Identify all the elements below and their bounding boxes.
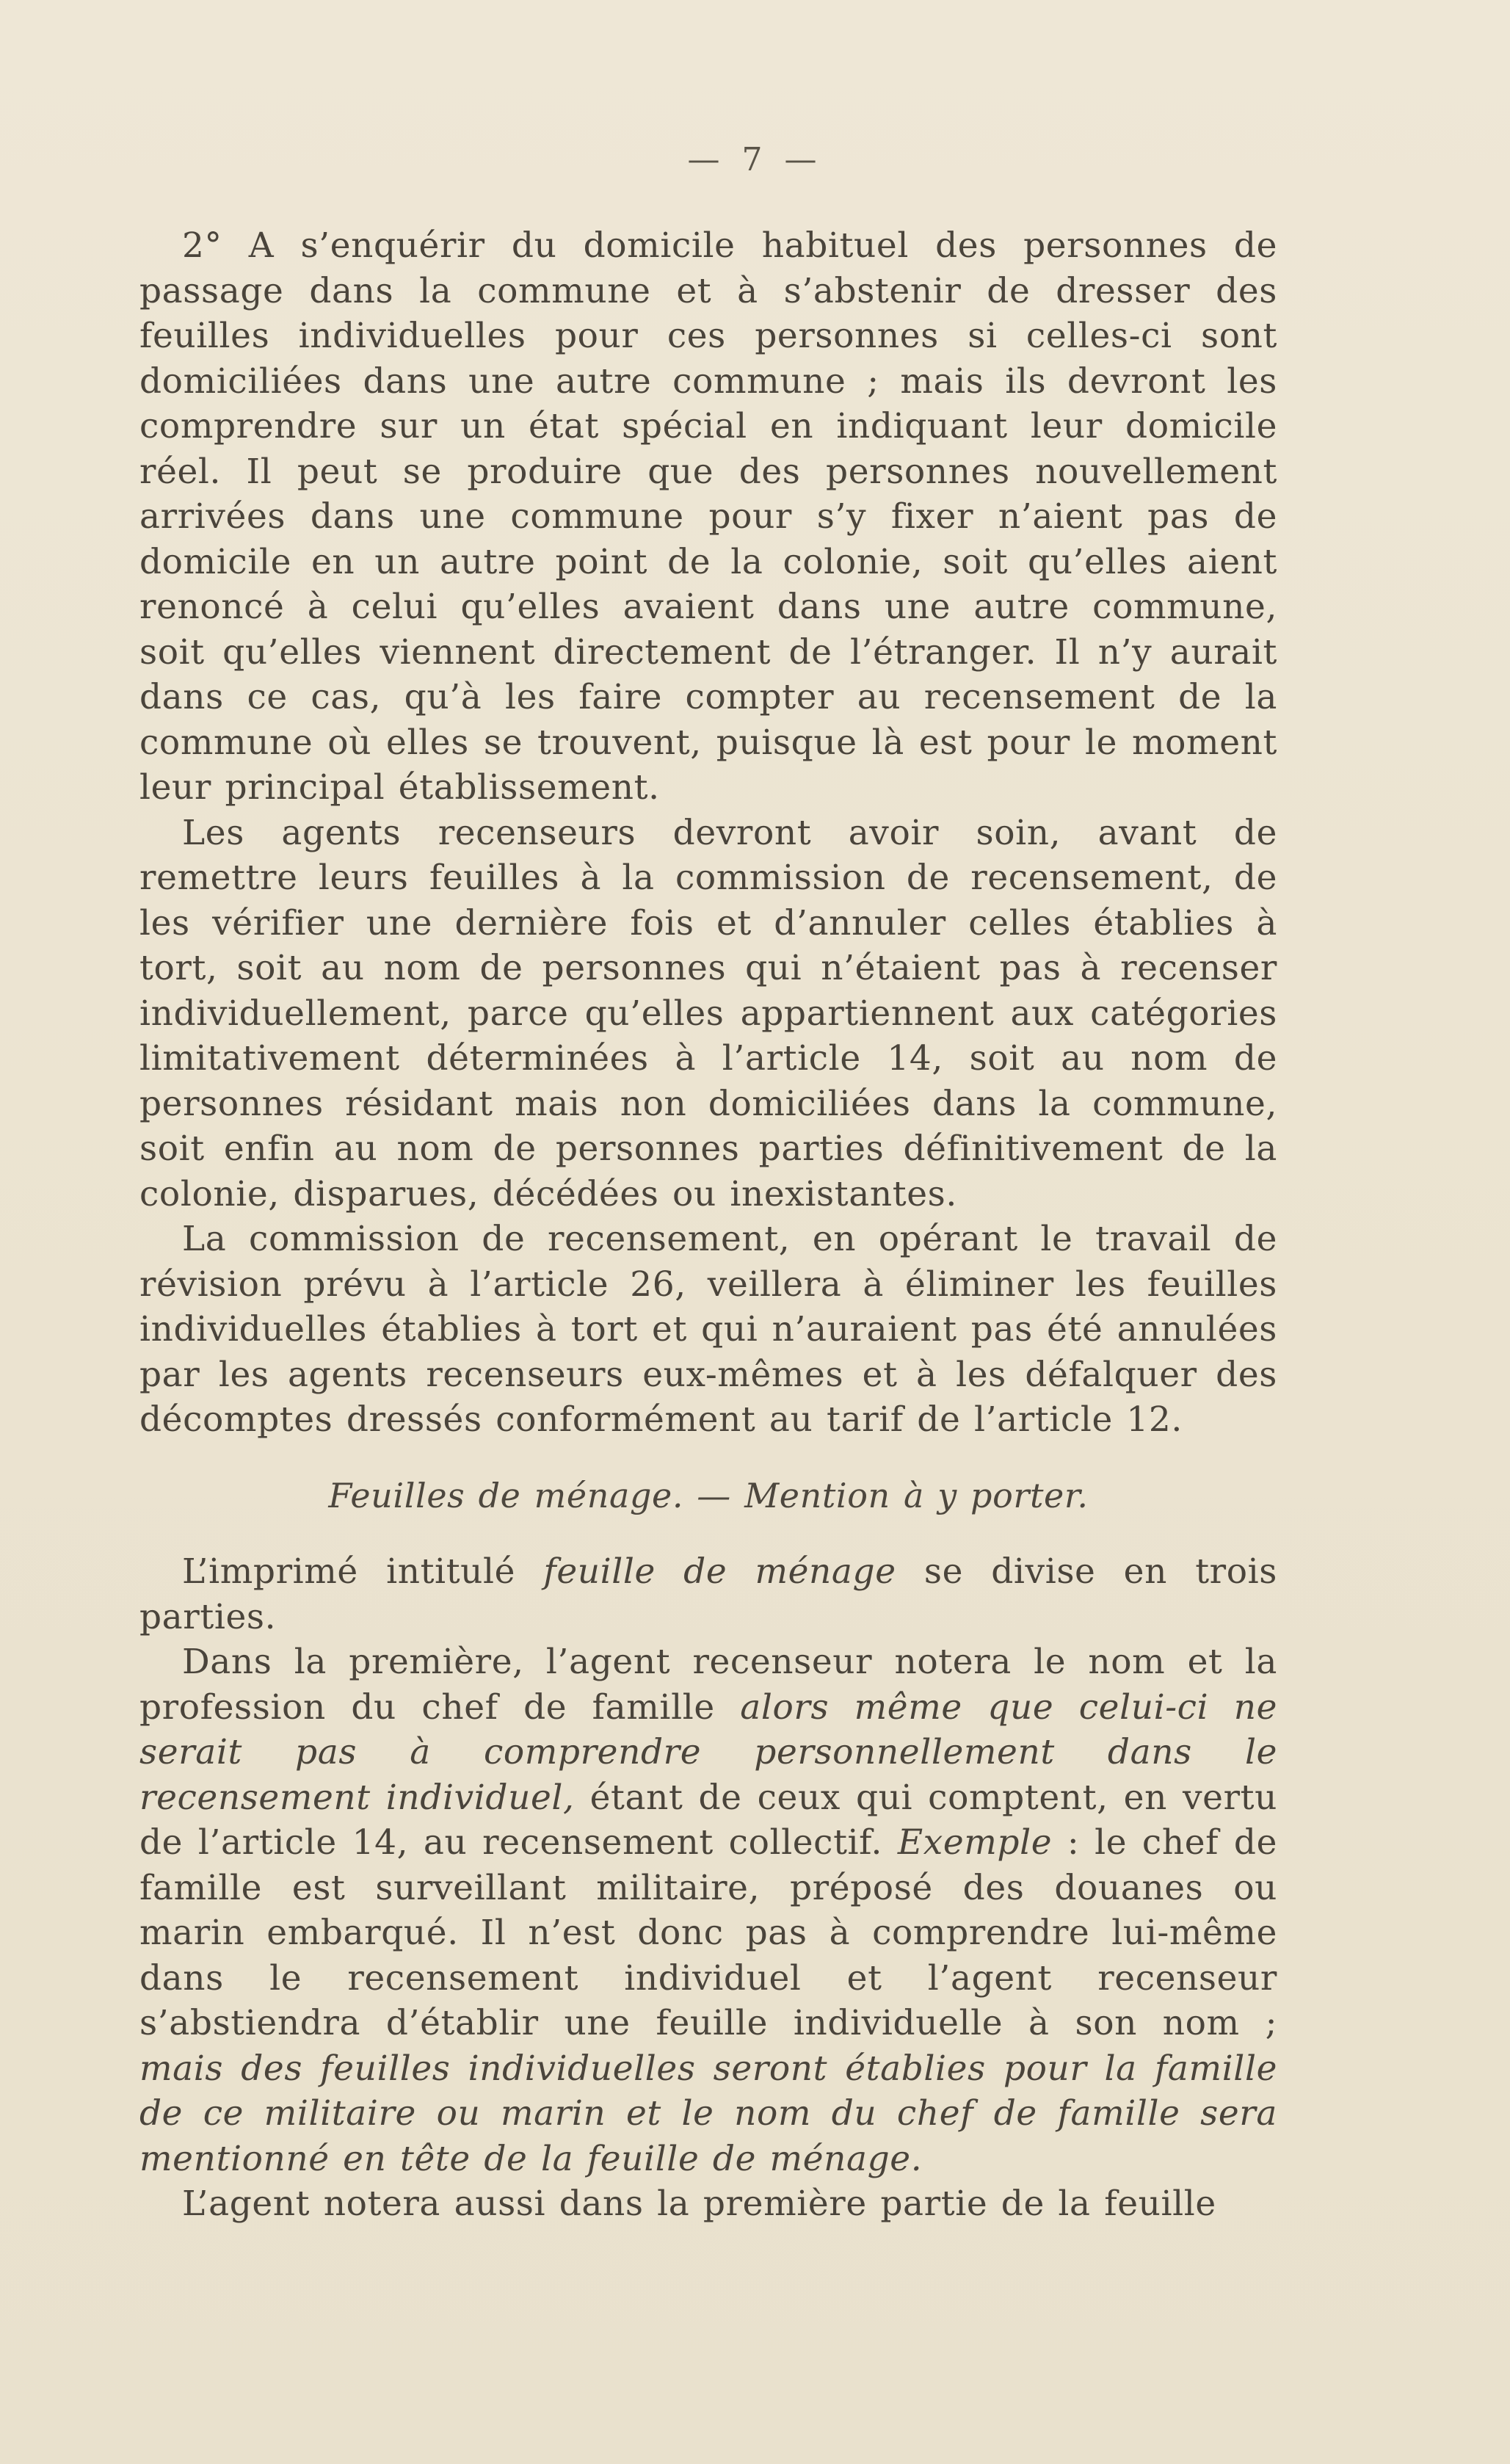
paragraph-premiere-text-a: Dans la première, l’agent recenseur notera le nom et la profession du chef de famille xyxy=(139,1642,1277,1728)
paragraph-premiere-partie xyxy=(139,1639,1277,2181)
paragraph-premiere-text-c: étant de ceux qui comptent, en vertu de l’article 14, au recensement collectif. xyxy=(139,1777,1277,1863)
page-number: — 7 — xyxy=(687,141,823,178)
paragraph-premiere-italic-f: mais des feuilles individuelles seront établies pour la famille de ce militaire ou marin et le nom du chef de famille sera mentionné en tête de la feuille de ménage. xyxy=(139,2048,1277,2179)
paragraph-premiere-italic-d: Exemple xyxy=(897,1822,1053,1863)
paragraph-imprime xyxy=(139,1549,1277,1639)
paragraph-imprime-text-c: se divise en trois parties. xyxy=(139,1551,1277,1637)
paragraph-domicile: 2° A s’enquérir du domicile habituel des personnes de passage dans la commune et à s’abstenir de dresser des feuilles individuelles pour ces personnes si celles-ci sont domiciliées dans une autre commune ; mais ils devront les comprendre sur un état spécial en indiquant leur domicile réel. Il peut se produire que des personnes nouvellement arrivées dans une commune pour s’y fixer n’aient pas de domicile en un autre point de la colonie, soit qu’elles aient renoncé à celui qu’elles avaient dans une autre commune, soit qu’elles viennent directement de l’étranger. Il n’y aurait dans ce cas, qu’à les faire compter au recensement de la commune où elles se trouvent, puisque là est pour le moment leur principal établissement. xyxy=(139,225,1277,808)
paragraph-imprime-text-a: L’imprimé intitulé xyxy=(182,1551,544,1592)
paragraph-premiere-text-e: : le chef de famille est surveillant militaire, préposé des douanes ou marin embarqué. Il n’est donc pas à comprendre lui-même dans le recensement individuel et l’agent recenseur s’abstiendra d’établir une feuille individuelle à son nom ; xyxy=(139,1822,1277,2043)
body-text xyxy=(139,223,1277,2227)
paragraph-premiere-italic-b: alors même que celui-ci ne serait pas à comprendre personnellement dans le recensement individuel, xyxy=(139,1686,1277,1818)
paragraph-commission: La commission de recensement, en opérant le travail de révision prévu à l’article 26, veillera à éliminer les feuilles individuelles établies à tort et qui n’auraient pas été annulées par les agents recenseurs eux-mêmes et à les défalquer des décomptes dressés conformément au tarif de l’article 12. xyxy=(139,1219,1277,1440)
section-heading: Feuilles de ménage. — Mention à y porter. xyxy=(328,1475,1089,1515)
paragraph-agent-notera: L’agent notera aussi dans la première partie de la feuille xyxy=(182,2184,1216,2224)
paragraph-agents-recenseurs: Les agents recenseurs devront avoir soin, avant de remettre leurs feuilles à la commission de recensement, de les vérifier une dernière fois et d’annuler celles établies à tort, soit au nom de personnes qui n’étaient pas à recenser individuellement, parce qu’elles appartiennent aux catégories limitativement déterminées à l’article 14, soit au nom de personnes résidant mais non domiciliées dans la commune, soit enfin au nom de personnes parties définitivement de la colonie, disparues, décédées ou inexistantes. xyxy=(139,812,1277,1214)
paragraph-imprime-italic: feuille de ménage xyxy=(543,1551,896,1592)
